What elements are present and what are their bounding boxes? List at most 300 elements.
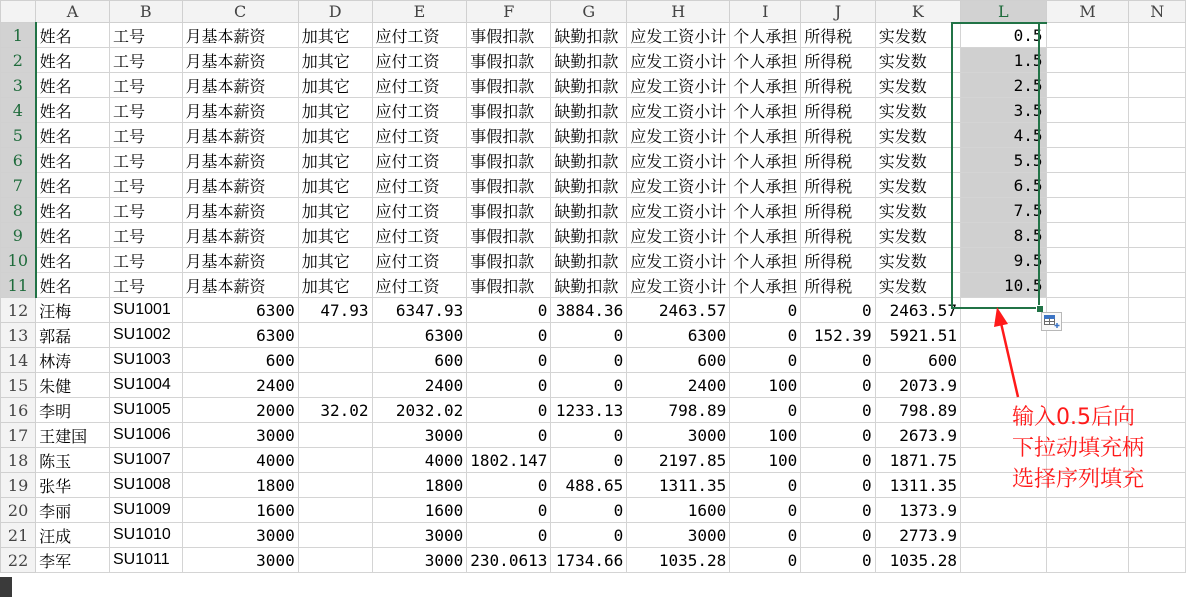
cell[interactable]: 汪成 xyxy=(36,523,110,548)
cell[interactable]: 0 xyxy=(467,298,551,323)
cell[interactable]: 0 xyxy=(801,373,875,398)
cell[interactable]: 缺勤扣款 xyxy=(551,123,627,148)
cell[interactable]: 个人承担 xyxy=(730,123,801,148)
cell[interactable]: 所得税 xyxy=(801,23,875,48)
cell[interactable]: 实发数 xyxy=(875,273,960,298)
cell[interactable]: 2400 xyxy=(627,373,730,398)
cell[interactable]: 所得税 xyxy=(801,273,875,298)
row-header[interactable]: 7 xyxy=(1,173,36,198)
row-header[interactable]: 16 xyxy=(1,398,36,423)
cell[interactable]: 所得税 xyxy=(801,148,875,173)
cell[interactable]: 0 xyxy=(730,548,801,573)
row-header[interactable]: 17 xyxy=(1,423,36,448)
cell[interactable]: 0 xyxy=(801,548,875,573)
cell[interactable]: 600 xyxy=(627,348,730,373)
cell[interactable]: 3000 xyxy=(182,548,298,573)
column-header[interactable]: D xyxy=(298,1,372,23)
cell[interactable]: 6300 xyxy=(182,323,298,348)
cell[interactable]: 姓名 xyxy=(36,273,110,298)
cell[interactable]: 工号 xyxy=(110,73,183,98)
row-header[interactable]: 21 xyxy=(1,523,36,548)
cell[interactable]: 6300 xyxy=(372,323,467,348)
cell[interactable]: 月基本薪资 xyxy=(182,148,298,173)
cell[interactable]: 事假扣款 xyxy=(467,98,551,123)
cell[interactable]: 1871.75 xyxy=(875,448,960,473)
cell[interactable]: 0 xyxy=(730,473,801,498)
cell[interactable] xyxy=(1046,273,1129,298)
cell[interactable]: 100 xyxy=(730,448,801,473)
cell-l-value[interactable]: 9.5 xyxy=(961,248,1047,273)
cell[interactable]: 100 xyxy=(730,373,801,398)
cell[interactable]: 应发工资小计 xyxy=(627,173,730,198)
cell[interactable]: 0 xyxy=(467,398,551,423)
cell[interactable]: 0 xyxy=(801,423,875,448)
cell[interactable]: 230.0613 xyxy=(467,548,551,573)
cell[interactable] xyxy=(1046,373,1129,398)
cell[interactable]: 应发工资小计 xyxy=(627,123,730,148)
row-header[interactable]: 11 xyxy=(1,273,36,298)
cell[interactable]: 0 xyxy=(551,498,627,523)
cell[interactable]: 1035.28 xyxy=(627,548,730,573)
cell[interactable] xyxy=(1046,123,1129,148)
cell[interactable]: 张华 xyxy=(36,473,110,498)
cell[interactable]: 月基本薪资 xyxy=(182,123,298,148)
cell[interactable]: 0 xyxy=(801,523,875,548)
cell[interactable]: 0 xyxy=(801,498,875,523)
cell[interactable]: 4000 xyxy=(182,448,298,473)
cell[interactable]: 1802.147 xyxy=(467,448,551,473)
cell[interactable]: 600 xyxy=(875,348,960,373)
cell[interactable]: 0 xyxy=(551,323,627,348)
cell[interactable] xyxy=(1129,48,1186,73)
select-all-corner[interactable] xyxy=(1,1,36,23)
cell[interactable]: 缺勤扣款 xyxy=(551,248,627,273)
cell[interactable]: 0 xyxy=(551,448,627,473)
cell[interactable] xyxy=(1129,298,1186,323)
cell[interactable] xyxy=(298,373,372,398)
cell[interactable] xyxy=(1046,73,1129,98)
cell[interactable]: 0 xyxy=(551,373,627,398)
cell[interactable]: 0 xyxy=(551,523,627,548)
cell[interactable] xyxy=(961,523,1047,548)
cell[interactable] xyxy=(1046,248,1129,273)
cell[interactable] xyxy=(1129,373,1186,398)
cell[interactable]: 0 xyxy=(551,423,627,448)
cell[interactable] xyxy=(1046,523,1129,548)
cell[interactable]: 应付工资 xyxy=(372,173,467,198)
cell[interactable]: 实发数 xyxy=(875,98,960,123)
cell[interactable] xyxy=(1129,98,1186,123)
column-header[interactable]: L xyxy=(961,1,1047,23)
cell[interactable]: 事假扣款 xyxy=(467,148,551,173)
cell[interactable]: 47.93 xyxy=(298,298,372,323)
cell[interactable]: 1600 xyxy=(627,498,730,523)
cell[interactable]: 加其它 xyxy=(298,173,372,198)
cell[interactable]: 林涛 xyxy=(36,348,110,373)
cell[interactable]: 3000 xyxy=(182,523,298,548)
cell[interactable] xyxy=(1046,198,1129,223)
cell[interactable]: 应付工资 xyxy=(372,273,467,298)
cell[interactable]: 1600 xyxy=(182,498,298,523)
cell[interactable]: 6300 xyxy=(182,298,298,323)
cell[interactable]: 所得税 xyxy=(801,173,875,198)
cell[interactable]: 工号 xyxy=(110,23,183,48)
cell[interactable]: 李明 xyxy=(36,398,110,423)
cell[interactable] xyxy=(298,323,372,348)
cell[interactable]: 1800 xyxy=(182,473,298,498)
cell[interactable]: 汪梅 xyxy=(36,298,110,323)
cell[interactable]: 600 xyxy=(182,348,298,373)
cell[interactable]: 月基本薪资 xyxy=(182,248,298,273)
row-header[interactable]: 19 xyxy=(1,473,36,498)
cell-l-value[interactable]: 3.5 xyxy=(961,98,1047,123)
column-header[interactable]: G xyxy=(551,1,627,23)
cell[interactable]: 2400 xyxy=(182,373,298,398)
cell[interactable]: 实发数 xyxy=(875,223,960,248)
column-header[interactable]: K xyxy=(875,1,960,23)
cell[interactable] xyxy=(298,348,372,373)
cell[interactable] xyxy=(961,498,1047,523)
row-header[interactable]: 5 xyxy=(1,123,36,148)
cell[interactable] xyxy=(298,448,372,473)
column-header[interactable]: A xyxy=(36,1,110,23)
cell[interactable]: 1311.35 xyxy=(627,473,730,498)
cell[interactable]: 个人承担 xyxy=(730,173,801,198)
cell[interactable]: 6347.93 xyxy=(372,298,467,323)
cell[interactable]: 2032.02 xyxy=(372,398,467,423)
cell[interactable]: 0 xyxy=(467,348,551,373)
cell-l-value[interactable]: 1.5 xyxy=(961,48,1047,73)
cell[interactable]: 应发工资小计 xyxy=(627,273,730,298)
cell[interactable]: 个人承担 xyxy=(730,248,801,273)
cell[interactable] xyxy=(1046,348,1129,373)
cell[interactable]: 2400 xyxy=(372,373,467,398)
cell[interactable]: 姓名 xyxy=(36,148,110,173)
cell[interactable]: 姓名 xyxy=(36,248,110,273)
cell[interactable]: 3000 xyxy=(627,423,730,448)
cell[interactable]: 0 xyxy=(467,323,551,348)
cell[interactable]: 事假扣款 xyxy=(467,23,551,48)
cell[interactable]: SU1001 xyxy=(110,298,183,323)
cell[interactable]: 0 xyxy=(467,523,551,548)
cell[interactable]: 3000 xyxy=(372,523,467,548)
cell[interactable]: 应发工资小计 xyxy=(627,223,730,248)
cell[interactable]: 个人承担 xyxy=(730,98,801,123)
cell[interactable]: SU1010 xyxy=(110,523,183,548)
cell[interactable]: 所得税 xyxy=(801,248,875,273)
cell[interactable] xyxy=(298,423,372,448)
cell[interactable]: 事假扣款 xyxy=(467,248,551,273)
cell[interactable]: 0 xyxy=(467,498,551,523)
cell[interactable]: 陈玉 xyxy=(36,448,110,473)
cell[interactable]: 1233.13 xyxy=(551,398,627,423)
cell[interactable]: 0 xyxy=(730,348,801,373)
cell[interactable]: 加其它 xyxy=(298,48,372,73)
cell[interactable]: 0 xyxy=(801,448,875,473)
cell[interactable]: SU1003 xyxy=(110,348,183,373)
cell[interactable]: 3000 xyxy=(627,523,730,548)
cell[interactable]: 月基本薪资 xyxy=(182,173,298,198)
cell[interactable]: 3884.36 xyxy=(551,298,627,323)
cell[interactable]: 所得税 xyxy=(801,123,875,148)
cell[interactable]: 姓名 xyxy=(36,123,110,148)
cell[interactable]: SU1008 xyxy=(110,473,183,498)
cell[interactable]: 姓名 xyxy=(36,98,110,123)
cell[interactable]: SU1005 xyxy=(110,398,183,423)
cell[interactable]: 应付工资 xyxy=(372,123,467,148)
cell[interactable]: 工号 xyxy=(110,123,183,148)
sheet-scroll-marker[interactable] xyxy=(0,577,12,597)
cell[interactable]: 2773.9 xyxy=(875,523,960,548)
cell-l-value[interactable]: 10.5 xyxy=(961,273,1047,298)
cell[interactable]: 工号 xyxy=(110,223,183,248)
cell[interactable]: 0 xyxy=(801,473,875,498)
cell[interactable] xyxy=(1129,273,1186,298)
cell[interactable]: 应发工资小计 xyxy=(627,23,730,48)
cell[interactable]: 0 xyxy=(801,348,875,373)
cell[interactable]: 加其它 xyxy=(298,148,372,173)
cell[interactable]: 月基本薪资 xyxy=(182,273,298,298)
cell[interactable]: 实发数 xyxy=(875,198,960,223)
row-header[interactable]: 22 xyxy=(1,548,36,573)
cell[interactable]: 1311.35 xyxy=(875,473,960,498)
cell[interactable] xyxy=(1129,173,1186,198)
cell[interactable]: 2000 xyxy=(182,398,298,423)
cell[interactable] xyxy=(1129,148,1186,173)
cell[interactable]: 加其它 xyxy=(298,223,372,248)
cell[interactable] xyxy=(1129,498,1186,523)
cell[interactable]: 工号 xyxy=(110,48,183,73)
cell[interactable]: 姓名 xyxy=(36,173,110,198)
cell[interactable]: 月基本薪资 xyxy=(182,73,298,98)
auto-fill-options-button[interactable] xyxy=(1041,312,1062,331)
cell[interactable] xyxy=(1046,23,1129,48)
cell[interactable]: 工号 xyxy=(110,248,183,273)
cell[interactable]: 个人承担 xyxy=(730,48,801,73)
cell[interactable]: 应发工资小计 xyxy=(627,248,730,273)
cell[interactable]: SU1007 xyxy=(110,448,183,473)
cell[interactable] xyxy=(1129,198,1186,223)
cell[interactable]: 600 xyxy=(372,348,467,373)
column-header[interactable]: H xyxy=(627,1,730,23)
row-header[interactable]: 10 xyxy=(1,248,36,273)
cell-l-value[interactable]: 7.5 xyxy=(961,198,1047,223)
cell[interactable]: 个人承担 xyxy=(730,198,801,223)
cell[interactable]: 应发工资小计 xyxy=(627,98,730,123)
cell[interactable] xyxy=(1129,73,1186,98)
cell[interactable] xyxy=(1129,23,1186,48)
cell[interactable] xyxy=(1046,548,1129,573)
cell[interactable]: 0 xyxy=(801,298,875,323)
cell[interactable]: 0 xyxy=(467,373,551,398)
cell[interactable]: 缺勤扣款 xyxy=(551,23,627,48)
cell[interactable]: 32.02 xyxy=(298,398,372,423)
cell[interactable]: 实发数 xyxy=(875,48,960,73)
cell[interactable]: 0 xyxy=(551,348,627,373)
cell[interactable]: 加其它 xyxy=(298,23,372,48)
cell[interactable] xyxy=(1129,348,1186,373)
cell[interactable] xyxy=(1129,223,1186,248)
cell[interactable]: 0 xyxy=(730,323,801,348)
cell[interactable]: 缺勤扣款 xyxy=(551,273,627,298)
row-header[interactable]: 8 xyxy=(1,198,36,223)
cell[interactable]: 应付工资 xyxy=(372,23,467,48)
cell[interactable]: 0 xyxy=(801,398,875,423)
cell[interactable]: 2463.57 xyxy=(627,298,730,323)
row-header[interactable]: 4 xyxy=(1,98,36,123)
row-header[interactable]: 9 xyxy=(1,223,36,248)
cell[interactable] xyxy=(1046,173,1129,198)
cell[interactable]: 1373.9 xyxy=(875,498,960,523)
cell[interactable]: 工号 xyxy=(110,173,183,198)
cell[interactable]: 月基本薪资 xyxy=(182,23,298,48)
cell[interactable]: 王建国 xyxy=(36,423,110,448)
cell[interactable]: 事假扣款 xyxy=(467,123,551,148)
cell[interactable]: 应付工资 xyxy=(372,248,467,273)
cell[interactable]: 事假扣款 xyxy=(467,173,551,198)
row-header[interactable]: 1 xyxy=(1,23,36,48)
cell[interactable]: 798.89 xyxy=(875,398,960,423)
cell[interactable]: 加其它 xyxy=(298,73,372,98)
row-header[interactable]: 20 xyxy=(1,498,36,523)
row-header[interactable]: 6 xyxy=(1,148,36,173)
cell[interactable]: 2463.57 xyxy=(875,298,960,323)
cell[interactable]: 个人承担 xyxy=(730,223,801,248)
cell[interactable]: 2197.85 xyxy=(627,448,730,473)
cell[interactable]: SU1011 xyxy=(110,548,183,573)
cell[interactable]: 应付工资 xyxy=(372,48,467,73)
cell[interactable] xyxy=(1129,123,1186,148)
cell[interactable] xyxy=(1129,248,1186,273)
cell[interactable]: 加其它 xyxy=(298,98,372,123)
column-header[interactable]: E xyxy=(372,1,467,23)
cell[interactable] xyxy=(1046,498,1129,523)
cell[interactable]: 实发数 xyxy=(875,123,960,148)
column-header[interactable]: M xyxy=(1046,1,1129,23)
cell[interactable]: 个人承担 xyxy=(730,73,801,98)
cell[interactable]: 工号 xyxy=(110,198,183,223)
cell[interactable]: 李军 xyxy=(36,548,110,573)
cell[interactable]: 100 xyxy=(730,423,801,448)
cell[interactable]: 加其它 xyxy=(298,198,372,223)
cell[interactable]: 应付工资 xyxy=(372,73,467,98)
cell-l-value[interactable]: 8.5 xyxy=(961,223,1047,248)
cell[interactable]: 姓名 xyxy=(36,23,110,48)
cell[interactable] xyxy=(1129,523,1186,548)
cell[interactable]: 1800 xyxy=(372,473,467,498)
cell[interactable]: 1035.28 xyxy=(875,548,960,573)
cell[interactable]: 工号 xyxy=(110,273,183,298)
cell[interactable]: 0 xyxy=(730,298,801,323)
cell[interactable]: 应发工资小计 xyxy=(627,148,730,173)
cell[interactable]: 所得税 xyxy=(801,48,875,73)
cell[interactable] xyxy=(1046,148,1129,173)
cell[interactable] xyxy=(298,473,372,498)
cell[interactable]: 应发工资小计 xyxy=(627,48,730,73)
cell-l-value[interactable]: 6.5 xyxy=(961,173,1047,198)
cell[interactable] xyxy=(1046,48,1129,73)
cell[interactable]: 所得税 xyxy=(801,73,875,98)
cell[interactable]: 缺勤扣款 xyxy=(551,173,627,198)
row-header[interactable]: 3 xyxy=(1,73,36,98)
cell[interactable]: 缺勤扣款 xyxy=(551,48,627,73)
row-header[interactable]: 15 xyxy=(1,373,36,398)
cell[interactable]: 个人承担 xyxy=(730,148,801,173)
cell[interactable] xyxy=(298,548,372,573)
cell[interactable] xyxy=(1129,548,1186,573)
cell[interactable]: 月基本薪资 xyxy=(182,223,298,248)
cell[interactable]: 个人承担 xyxy=(730,23,801,48)
column-header[interactable]: C xyxy=(182,1,298,23)
cell[interactable]: 月基本薪资 xyxy=(182,198,298,223)
cell[interactable]: 应付工资 xyxy=(372,98,467,123)
cell[interactable]: SU1004 xyxy=(110,373,183,398)
cell[interactable]: 6300 xyxy=(627,323,730,348)
cell[interactable]: 798.89 xyxy=(627,398,730,423)
cell[interactable]: 事假扣款 xyxy=(467,73,551,98)
cell[interactable]: SU1006 xyxy=(110,423,183,448)
cell[interactable]: 缺勤扣款 xyxy=(551,73,627,98)
cell[interactable]: 加其它 xyxy=(298,248,372,273)
row-header[interactable]: 13 xyxy=(1,323,36,348)
cell[interactable]: 4000 xyxy=(372,448,467,473)
cell[interactable]: 事假扣款 xyxy=(467,223,551,248)
cell[interactable]: 缺勤扣款 xyxy=(551,148,627,173)
cell[interactable]: 月基本薪资 xyxy=(182,48,298,73)
cell[interactable]: 0 xyxy=(730,498,801,523)
column-header[interactable]: B xyxy=(110,1,183,23)
cell[interactable]: 个人承担 xyxy=(730,273,801,298)
cell[interactable]: 实发数 xyxy=(875,23,960,48)
cell[interactable] xyxy=(961,548,1047,573)
cell[interactable]: 事假扣款 xyxy=(467,198,551,223)
column-header[interactable]: J xyxy=(801,1,875,23)
cell[interactable]: 3000 xyxy=(372,548,467,573)
cell[interactable]: 0 xyxy=(467,423,551,448)
cell[interactable] xyxy=(298,523,372,548)
cell[interactable] xyxy=(1046,98,1129,123)
cell[interactable]: 姓名 xyxy=(36,73,110,98)
cell[interactable]: 李丽 xyxy=(36,498,110,523)
cell[interactable]: 5921.51 xyxy=(875,323,960,348)
cell[interactable]: 郭磊 xyxy=(36,323,110,348)
cell[interactable]: 朱健 xyxy=(36,373,110,398)
cell[interactable]: 缺勤扣款 xyxy=(551,98,627,123)
cell[interactable]: 应付工资 xyxy=(372,148,467,173)
row-header[interactable]: 14 xyxy=(1,348,36,373)
row-header[interactable]: 12 xyxy=(1,298,36,323)
cell[interactable]: 姓名 xyxy=(36,48,110,73)
cell-l-value[interactable]: 5.5 xyxy=(961,148,1047,173)
cell[interactable]: 0 xyxy=(730,398,801,423)
cell[interactable]: 实发数 xyxy=(875,73,960,98)
cell[interactable] xyxy=(298,498,372,523)
column-header[interactable]: N xyxy=(1129,1,1186,23)
cell[interactable]: 应发工资小计 xyxy=(627,73,730,98)
cell[interactable]: 2673.9 xyxy=(875,423,960,448)
cell[interactable]: 3000 xyxy=(372,423,467,448)
cell[interactable]: 加其它 xyxy=(298,123,372,148)
cell[interactable]: 缺勤扣款 xyxy=(551,223,627,248)
cell[interactable]: 0 xyxy=(730,523,801,548)
cell[interactable]: 0 xyxy=(467,473,551,498)
cell-l-value[interactable]: 2.5 xyxy=(961,73,1047,98)
cell[interactable]: 事假扣款 xyxy=(467,273,551,298)
cell[interactable]: 1734.66 xyxy=(551,548,627,573)
cell[interactable]: 实发数 xyxy=(875,248,960,273)
cell[interactable]: 应付工资 xyxy=(372,223,467,248)
cell[interactable]: 所得税 xyxy=(801,98,875,123)
